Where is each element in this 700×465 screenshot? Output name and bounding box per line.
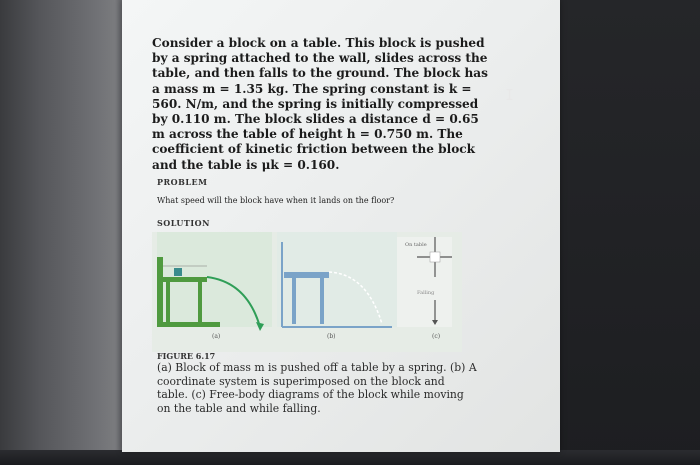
panel-c-background [397, 237, 452, 327]
problem-label: PROBLEM [157, 177, 208, 187]
table-leg-a2 [198, 282, 202, 327]
text-cursor-icon: I [505, 86, 515, 104]
figure-label-b: (b) [327, 333, 336, 340]
question-text: What speed will the block have when it lands on the floor? [157, 196, 395, 205]
on-table-label: On table [405, 242, 427, 248]
table-top-b [284, 272, 329, 278]
figure-caption-title: FIGURE 6.17 [157, 351, 216, 361]
block-fbd [430, 252, 440, 262]
table-top-a [157, 277, 207, 282]
table-leg-b2 [320, 278, 324, 324]
table-leg-a [166, 282, 170, 327]
falling-label: Falling [417, 290, 435, 296]
block-a [174, 268, 182, 276]
figure-label-a: (a) [212, 333, 221, 340]
figure-label-c: (c) [432, 333, 441, 340]
problem-page [122, 0, 560, 452]
wall-a [157, 257, 163, 327]
floor-a [160, 322, 220, 327]
figure-6-17 [152, 232, 462, 352]
table-leg-b [292, 278, 296, 324]
monitor-bezel-right [560, 0, 700, 465]
figure-panel-b [277, 232, 397, 340]
figure-panel-a [157, 232, 272, 331]
monitor-bezel-bottom [0, 450, 700, 465]
solution-label: SOLUTION [157, 218, 210, 228]
figure-caption-text: (a) Block of mass m is pushed off a table by a spring. (b) A coordinate system is superimposed on the block and table. (c) Free-body diagrams of the block while moving on the table and while falling. [157, 361, 477, 415]
figure-panel-c [397, 237, 452, 340]
problem-statement: Consider a block on a table. This block is pushed by a spring attached to the wall, slides across the table, and then falls to the ground. The block has a mass m = 1.35 kg. The spring constant is k = 560. N/m, and the spring is initially compressed by 0.110 m. The block slides a distance d = 0.65 m across the table of height h = 0.750 m. The coefficient of kinetic friction between the block and the table is μk = 0.160. [152, 36, 488, 172]
